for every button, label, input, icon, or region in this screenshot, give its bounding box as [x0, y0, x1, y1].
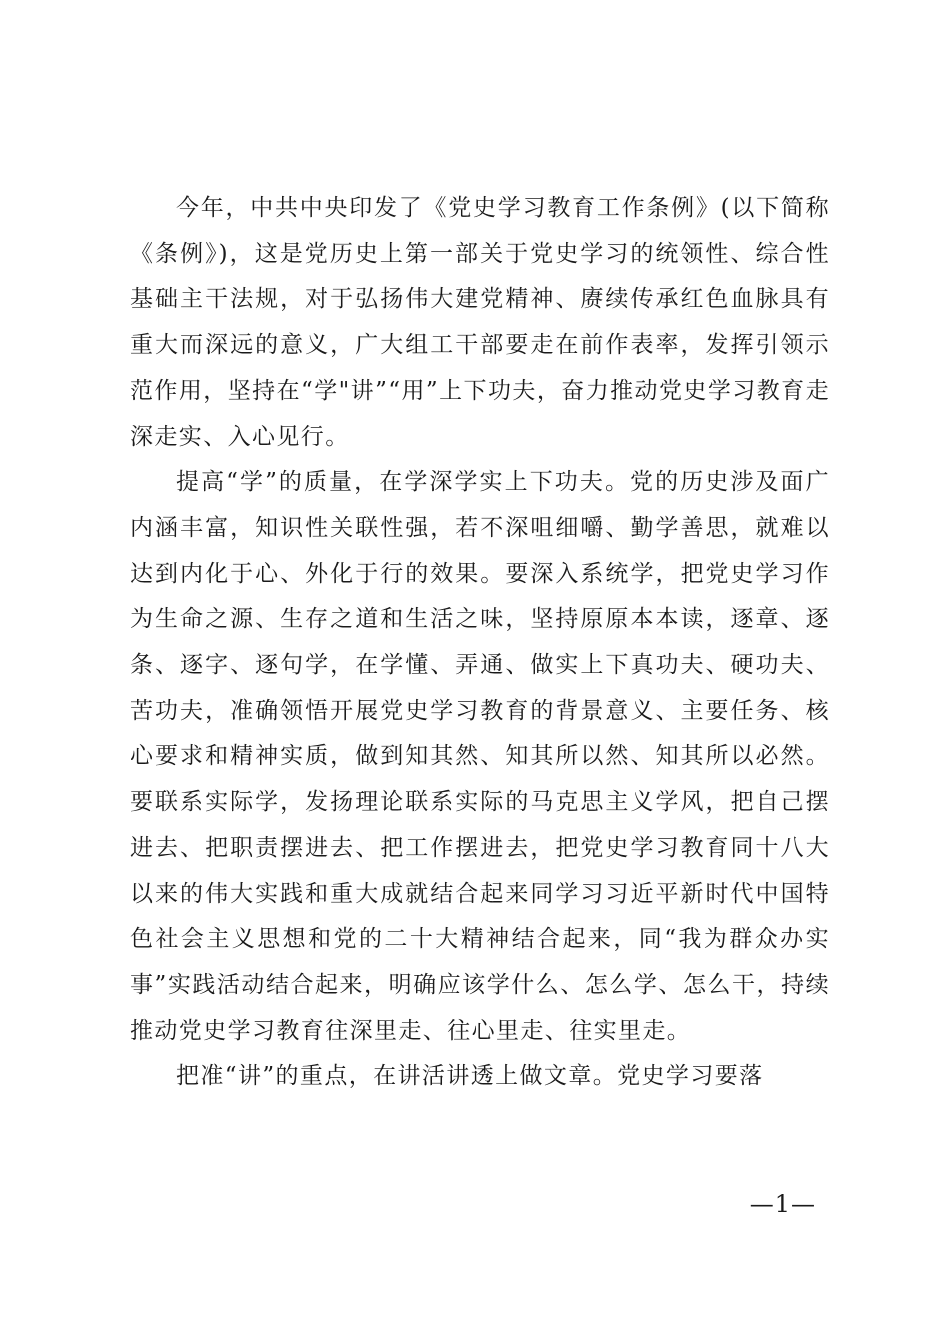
- paragraph-study-quality: 提高“学”的质量，在学深学实上下功夫。党的历史涉及面广内涵丰富，知识性关联性强，若不深咀细嚼、勤学善思，就难以达到内化于心、外化于行的效果。要深入系统学，把党史学习作为生命之源、生存之道和生活之味，坚持原原本本读，逐章、逐条、逐字、逐句学，在学懂、弄通、做实上下真功夫、硬功夫、苦功夫，准确领悟开展党史学习教育的背景意义、主要任务、核心要求和精神实质，做到知其然、知其所以然、知其所以必然。要联系实际学，发扬理论联系实际的马克思主义学风，把自己摆进去、把职责摆进去、把工作摆进去，把党史学习教育同十八大以来的伟大实践和重大成就结合起来同学习习近平新时代中国特色社会主义思想和党的二十大精神结合起来，同“我为群众办实事”实践活动结合起来，明确应该学什么、怎么学、怎么干，持续推动党史学习教育往深里走、往心里走、往实里走。: [130, 469, 830, 1044]
- body-text: [130, 186, 830, 1100]
- paragraph-intro: 今年，中共中央印发了《党史学习教育工作条例》(以下简称《条例》)，这是党历史上第一部关于党史学习的统领性、综合性基础主干法规，对于弘扬伟大建党精神、赓续传承红色血脉具有重大而深远的意义，广大组工干部要走在前作表率，发挥引领示范作用，坚持在“学"讲”“用”上下功夫，奋力推动党史学习教育走深走实、入心见行。: [130, 195, 830, 450]
- page-number: —1—: [749, 1190, 816, 1218]
- paragraph-lecture-focus: 把准“讲”的重点，在讲活讲透上做文章。党史学习要落: [176, 1063, 764, 1090]
